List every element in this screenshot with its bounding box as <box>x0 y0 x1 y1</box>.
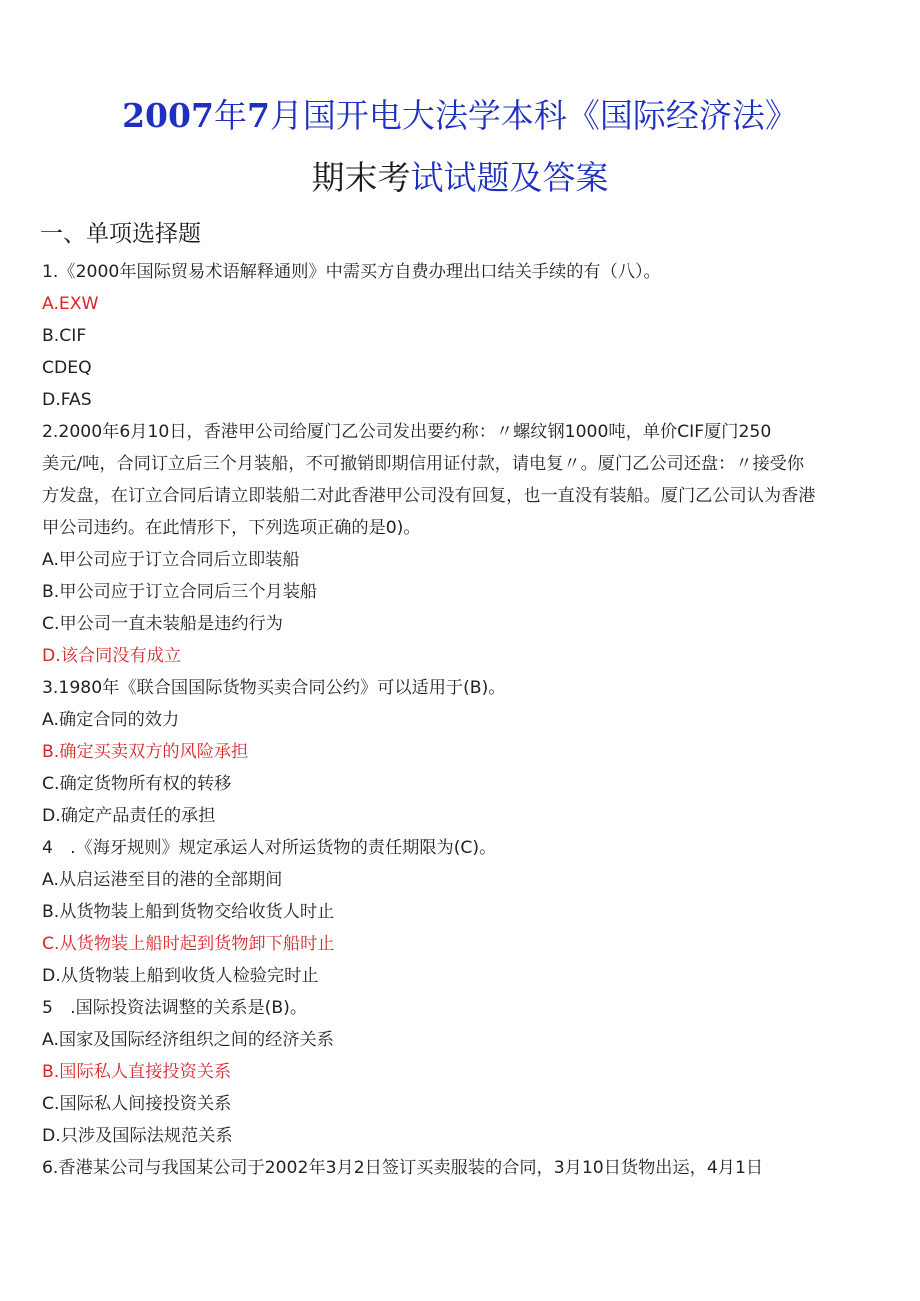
question-2-stem-line-4: 甲公司违约。在此情形下，下列选项正确的是0)。 <box>42 518 421 538</box>
question-5-stem: 5 .国际投资法调整的关系是(B)。 <box>42 998 308 1018</box>
question-2-stem-line-3: 方发盘，在订立合同后请立即装船二对此香港甲公司没有回复，也一直没有装船。厦门乙公司认为香港 <box>42 486 816 506</box>
question-1-option-a-answer: A.EXW <box>42 294 99 314</box>
title-exam-suffix: 试试题及答案 <box>410 158 609 197</box>
question-4-option-b: B.从货物装上船到货物交给收货人时止 <box>42 902 335 922</box>
question-2-option-c: C.甲公司一直未装船是违约行为 <box>42 614 283 634</box>
question-2-stem-line-2: 美元/吨，合同订立后三个月装船，不可撤销即期信用证付款，请电复〃。厦门乙公司还盘：〃接受你 <box>42 454 805 474</box>
question-3-option-c: C.确定货物所有权的转移 <box>42 774 232 794</box>
document-title-line-1 <box>0 94 920 138</box>
question-2-option-a: A.甲公司应于订立合同后立即装船 <box>42 550 300 570</box>
question-5-option-c: C.国际私人间接投资关系 <box>42 1094 232 1114</box>
question-5-option-b-answer: B.国际私人直接投资关系 <box>42 1062 232 1082</box>
title-course-name: 月国开电大法学本科《国际经济法》 <box>269 96 798 135</box>
question-2-option-b: B.甲公司应于订立合同后三个月装船 <box>42 582 318 602</box>
question-3-option-d: D.确定产品责任的承担 <box>42 806 216 826</box>
question-2-stem-line-1: 2.2000年6月10日，香港甲公司给厦门乙公司发出要约称：〃螺纹钢1000吨，单价CIF厦门250 <box>42 422 772 442</box>
question-1-stem: 1.《2000年国际贸易术语解释通则》中需买方自费办理出口结关手续的有（八）。 <box>42 262 661 282</box>
question-list <box>42 256 884 1184</box>
question-3-stem: 3.1980年《联合国国际货物买卖合同公约》可以适用于(B)。 <box>42 678 506 698</box>
question-1-option-c: CDEQ <box>42 358 92 378</box>
question-4-stem: 4 .《海牙规则》规定承运人对所运货物的责任期限为(C)。 <box>42 838 497 858</box>
question-3-option-a: A.确定合同的效力 <box>42 710 180 730</box>
title-year-unit: 年 <box>213 96 247 135</box>
title-year: 2007 <box>122 96 214 135</box>
question-5-option-a: A.国家及国际经济组织之间的经济关系 <box>42 1030 334 1050</box>
question-4-option-a: A.从启运港至目的港的全部期间 <box>42 870 283 890</box>
question-5-option-d: D.只涉及国际法规范关系 <box>42 1126 233 1146</box>
question-4-option-d: D.从货物装上船到收货人检验完时止 <box>42 966 319 986</box>
question-2-option-d-answer: D.该合同没有成立 <box>42 646 182 666</box>
question-4-option-c-answer: C.从货物装上船时起到货物卸下船时止 <box>42 934 335 954</box>
question-3-option-b-answer: B.确定买卖双方的风险承担 <box>42 742 249 762</box>
section-heading: 一、单项选择题 <box>40 221 201 247</box>
document-title-line-2 <box>0 156 920 200</box>
title-month: 7 <box>246 96 270 135</box>
question-1-option-d: D.FAS <box>42 390 92 410</box>
title-exam-prefix: 期末考 <box>311 158 411 197</box>
question-1-option-b: B.CIF <box>42 326 87 346</box>
question-6-stem-line-1: 6.香港某公司与我国某公司于2002年3月2日签订买卖服装的合同，3月10日货物出运，4月1日 <box>42 1158 764 1178</box>
